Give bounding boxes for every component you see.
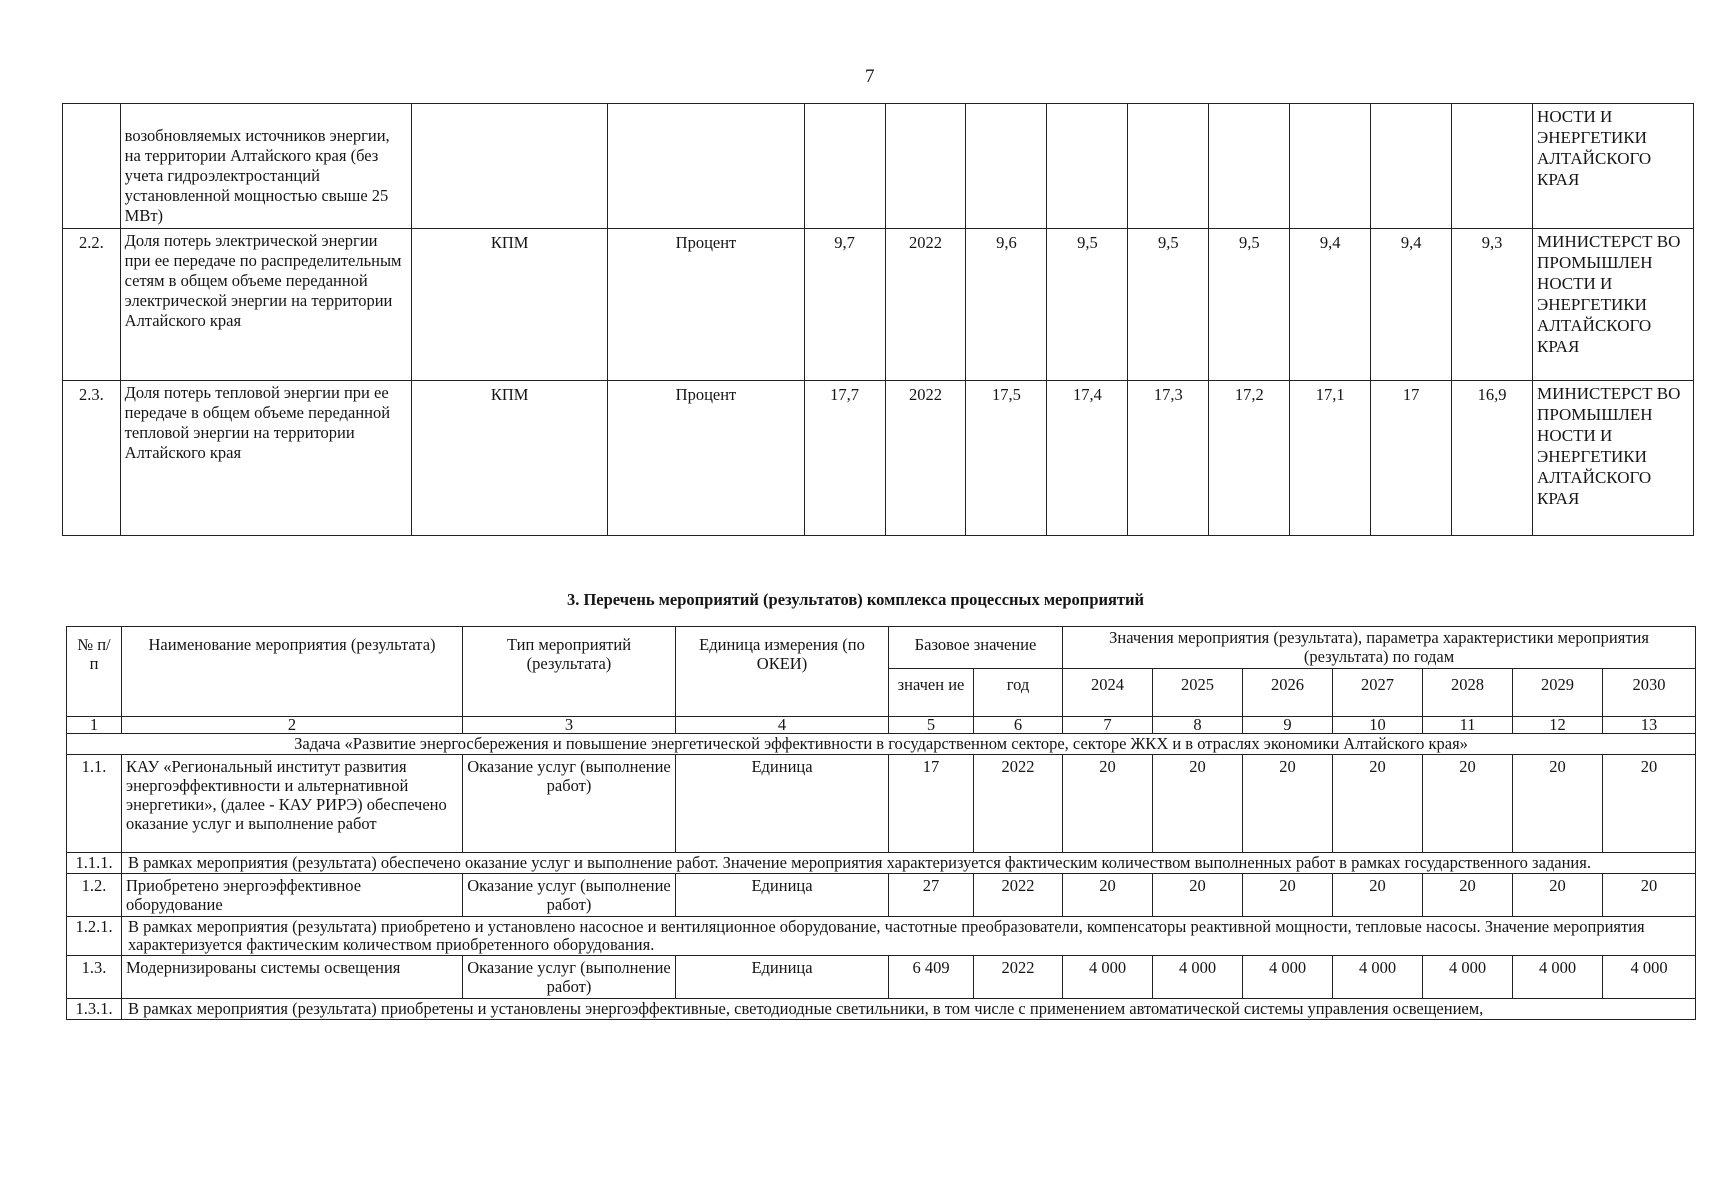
measure-unit: Единица [676, 956, 889, 999]
year-value: 9,4 [1371, 229, 1452, 381]
year-value [966, 104, 1047, 229]
year-value: 20 [1243, 874, 1333, 917]
year-value: 9,6 [966, 229, 1047, 381]
responsible-body: НОСТИ И ЭНЕРГЕТИКИ АЛТАЙСКОГО КРАЯ [1533, 104, 1694, 229]
year-value: 17,2 [1209, 381, 1290, 536]
column-number: 11 [1423, 717, 1513, 734]
column-number: 5 [889, 717, 974, 734]
column-number: 6 [974, 717, 1063, 734]
row-number: 2.2. [63, 229, 121, 381]
header-type: Тип мероприятий (результата) [463, 627, 676, 717]
year-value: 17,5 [966, 381, 1047, 536]
description-row [67, 853, 1696, 874]
table-row [67, 956, 1696, 999]
year-value: 20 [1423, 874, 1513, 917]
column-number: 10 [1333, 717, 1423, 734]
indicator-name: Доля потерь тепловой энергии при ее передаче в общем объеме переданной тепловой энергии на территории Алтайского края [120, 381, 411, 536]
header-row [67, 627, 1696, 669]
task-row [67, 734, 1696, 755]
year-value: 20 [1603, 874, 1696, 917]
table-row [63, 229, 1694, 381]
base-year: 2022 [974, 755, 1063, 853]
column-number: 2 [122, 717, 463, 734]
year-value: 16,9 [1452, 381, 1533, 536]
year-value [1047, 104, 1128, 229]
year-value [1128, 104, 1209, 229]
column-number: 4 [676, 717, 889, 734]
column-number: 3 [463, 717, 676, 734]
measure-type: Оказание услуг (выполнение работ) [463, 956, 676, 999]
column-number: 1 [67, 717, 122, 734]
year-value: 20 [1243, 755, 1333, 853]
base-year: 2022 [885, 381, 966, 536]
year-value: 4 000 [1153, 956, 1243, 999]
year-value: 4 000 [1513, 956, 1603, 999]
year-value: 9,5 [1047, 229, 1128, 381]
header-base-value: значен ие [889, 669, 974, 717]
header-unit: Единица измерения (по ОКЕИ) [676, 627, 889, 717]
year-value: 17,3 [1128, 381, 1209, 536]
base-value: 17 [889, 755, 974, 853]
row-number: 1.3. [67, 956, 122, 999]
year-value: 20 [1063, 755, 1153, 853]
row-number [63, 104, 121, 229]
responsible-body: МИНИСТЕРСТ ВО ПРОМЫШЛЕН НОСТИ И ЭНЕРГЕТИКИ АЛТАЙСКОГО КРАЯ [1533, 381, 1694, 536]
column-number: 7 [1063, 717, 1153, 734]
measures-table [66, 626, 1696, 1020]
row-number: 1.1.1. [67, 853, 122, 874]
year-value: 17,4 [1047, 381, 1128, 536]
table-row [67, 874, 1696, 917]
description-text: В рамках мероприятия (результата) обеспечено оказание услуг и выполнение работ. Значение мероприятия характеризуется фактическим количеством выполненных работ в рамках государственного задания. [122, 853, 1696, 874]
indicator-unit: Процент [608, 381, 804, 536]
indicator-type [412, 104, 608, 229]
table-row [67, 755, 1696, 853]
year-value: 20 [1153, 755, 1243, 853]
header-year: 2025 [1153, 669, 1243, 717]
column-number: 13 [1603, 717, 1696, 734]
measure-unit: Единица [676, 755, 889, 853]
indicator-type: КПМ [412, 381, 608, 536]
year-value: 9,5 [1128, 229, 1209, 381]
base-value: 9,7 [804, 229, 885, 381]
page-number: 7 [865, 66, 875, 87]
header-base: Базовое значение [889, 627, 1063, 669]
column-number: 12 [1513, 717, 1603, 734]
measure-name: Приобретено энергоэффективное оборудование [122, 874, 463, 917]
base-value [804, 104, 885, 229]
base-year: 2022 [885, 229, 966, 381]
year-value: 20 [1603, 755, 1696, 853]
year-value: 9,3 [1452, 229, 1533, 381]
description-row [67, 917, 1696, 956]
row-number: 2.3. [63, 381, 121, 536]
column-number-row [67, 717, 1696, 734]
measure-type: Оказание услуг (выполнение работ) [463, 755, 676, 853]
year-value [1371, 104, 1452, 229]
description-text: В рамках мероприятия (результата) приобретены и установлены энергоэффективные, светодиодные светильники, в том числе с применением автоматической системы управления освещением, [122, 999, 1696, 1020]
year-value: 20 [1333, 874, 1423, 917]
indicator-type: КПМ [412, 229, 608, 381]
column-number: 9 [1243, 717, 1333, 734]
header-num: № п/ п [67, 627, 122, 717]
measure-unit: Единица [676, 874, 889, 917]
row-number: 1.2. [67, 874, 122, 917]
section-title: 3. Перечень мероприятий (результатов) комплекса процессных мероприятий [566, 590, 1145, 609]
base-year: 2022 [974, 874, 1063, 917]
header-year: 2024 [1063, 669, 1153, 717]
year-value: 17,1 [1290, 381, 1371, 536]
indicator-name: возобновляемых источников энергии, на территории Алтайского края (без учета гидроэлектростанций установленной мощностью свыше 25 МВт) [120, 104, 411, 229]
description-row [67, 999, 1696, 1020]
year-value: 4 000 [1423, 956, 1513, 999]
row-number: 1.3.1. [67, 999, 122, 1020]
row-number: 1.1. [67, 755, 122, 853]
base-value: 17,7 [804, 381, 885, 536]
base-value: 27 [889, 874, 974, 917]
indicator-unit: Процент [608, 229, 804, 381]
column-number: 8 [1153, 717, 1243, 734]
header-year: 2029 [1513, 669, 1603, 717]
base-value: 6 409 [889, 956, 974, 999]
year-value: 17 [1371, 381, 1452, 536]
year-value: 9,5 [1209, 229, 1290, 381]
year-value: 20 [1153, 874, 1243, 917]
base-year [885, 104, 966, 229]
year-value: 20 [1063, 874, 1153, 917]
description-text: В рамках мероприятия (результата) приобретено и установлено насосное и вентиляционное оборудование, частотные преобразователи, компенсаторы реактивной мощности, тепловые насосы. Значение мероприятия характеризуется фактическим количеством приобретенного оборудования. [122, 917, 1696, 956]
year-value: 4 000 [1243, 956, 1333, 999]
header-base-year: год [974, 669, 1063, 717]
row-number: 1.2.1. [67, 917, 122, 956]
year-value: 4 000 [1333, 956, 1423, 999]
year-value: 20 [1333, 755, 1423, 853]
year-value: 4 000 [1603, 956, 1696, 999]
header-year: 2027 [1333, 669, 1423, 717]
header-values-group: Значения мероприятия (результата), параметра характеристики мероприятия (результата) по годам [1063, 627, 1696, 669]
year-value [1290, 104, 1371, 229]
header-year: 2026 [1243, 669, 1333, 717]
base-year: 2022 [974, 956, 1063, 999]
indicators-table [62, 103, 1694, 536]
year-value [1452, 104, 1533, 229]
task-title: Задача «Развитие энергосбережения и повышение энергетической эффективности в государственном секторе, секторе ЖКХ и в отраслях экономики Алтайского края» [67, 734, 1696, 755]
table-row [63, 104, 1694, 229]
header-year: 2030 [1603, 669, 1696, 717]
year-value: 20 [1513, 874, 1603, 917]
measure-name: Модернизированы системы освещения [122, 956, 463, 999]
responsible-body: МИНИСТЕРСТ ВО ПРОМЫШЛЕН НОСТИ И ЭНЕРГЕТИКИ АЛТАЙСКОГО КРАЯ [1533, 229, 1694, 381]
measure-name: КАУ «Региональный институт развития энергоэффективности и альтернативной энергетики», (далее - КАУ РИРЭ) обеспечено оказание услуг и выполнение работ [122, 755, 463, 853]
header-year: 2028 [1423, 669, 1513, 717]
table-row [63, 381, 1694, 536]
year-value: 20 [1423, 755, 1513, 853]
header-name: Наименование мероприятия (результата) [122, 627, 463, 717]
year-value: 9,4 [1290, 229, 1371, 381]
year-value [1209, 104, 1290, 229]
indicator-name: Доля потерь электрической энергии при ее передаче по распределительным сетям в общем объеме переданной электрической энергии на территории Алтайского края [120, 229, 411, 381]
measure-type: Оказание услуг (выполнение работ) [463, 874, 676, 917]
year-value: 20 [1513, 755, 1603, 853]
year-value: 4 000 [1063, 956, 1153, 999]
indicator-unit [608, 104, 804, 229]
